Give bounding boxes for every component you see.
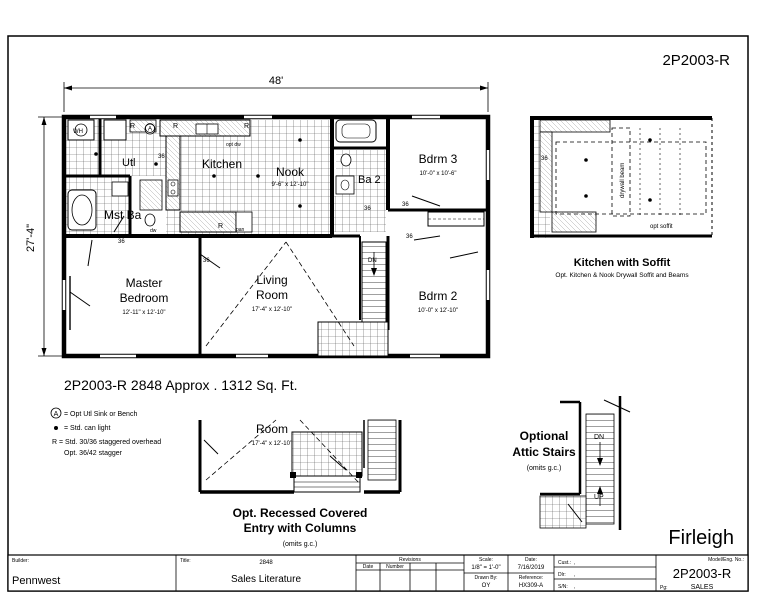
title-block bbox=[8, 555, 748, 591]
legend bbox=[51, 408, 161, 457]
tag-r-1: R bbox=[173, 123, 179, 130]
depth-dimension bbox=[25, 117, 62, 356]
tb-title-value: Sales Literature bbox=[230, 574, 302, 585]
summary-line: 2P2003-R 2848 Approx . 1312 Sq. Ft. bbox=[64, 377, 298, 393]
overall-width-label: 48' bbox=[268, 75, 284, 87]
width-dimension bbox=[64, 75, 488, 112]
tag-a-plan: A bbox=[147, 126, 153, 133]
tb-scale-value: 1/8" = 1'-0" bbox=[471, 565, 501, 571]
attic-title-2: Attic Stairs bbox=[512, 445, 576, 459]
tb-reference-value: HX309-A bbox=[518, 583, 544, 589]
stair-dn: DN bbox=[368, 258, 377, 264]
tb-sn-label: S/N: bbox=[558, 584, 568, 590]
tb-cust-label: Cust.: bbox=[558, 560, 572, 566]
tb-drawn-by-value: OY bbox=[481, 583, 491, 589]
room-master-bedroom-2: Bedroom bbox=[119, 291, 169, 305]
room-kitchen: Kitchen bbox=[201, 157, 243, 171]
room-master-bedroom-1: Master bbox=[125, 276, 163, 290]
tag-36-5: 36 bbox=[402, 202, 409, 208]
tb-revisions-label: Revisions bbox=[399, 557, 421, 563]
tag-r-3: R bbox=[218, 223, 224, 230]
tb-model-eng-label: Model/Eng. No.: bbox=[708, 557, 744, 563]
room-utility: Utl bbox=[122, 157, 136, 169]
tag-36-1: 36 bbox=[158, 154, 165, 160]
room-master-bedroom-size: 12'-11" x 12'-10" bbox=[122, 310, 166, 316]
tb-date-value: 7/16/2019 bbox=[517, 565, 545, 571]
tb-dlr-label: Dlr: bbox=[558, 572, 566, 578]
tag-opt-dw: opt dw bbox=[226, 142, 241, 148]
main-floor-plan bbox=[64, 117, 488, 356]
recessed-entry-inset bbox=[200, 420, 400, 548]
drywall-beam-label: drywall beam bbox=[620, 162, 626, 198]
legend-r-note-2: Opt. 36/42 stagger bbox=[64, 450, 122, 457]
room-bedroom3-size: 10'-0" x 10'-6" bbox=[419, 171, 457, 177]
room-living-2: Room bbox=[255, 288, 289, 302]
tb-sn-value: , bbox=[574, 584, 576, 590]
model-name: Firleigh bbox=[668, 527, 734, 549]
attic-note: (omits g.c.) bbox=[526, 465, 562, 472]
tb-date-label: Date: bbox=[525, 557, 537, 563]
tag-dw: dw bbox=[150, 228, 157, 234]
legend-a-note: = Opt Utl Sink or Bench bbox=[64, 411, 138, 418]
tag-36-2: 36 bbox=[118, 239, 125, 245]
attic-title-1: Optional bbox=[519, 429, 569, 443]
tb-pg-label: Pg: bbox=[660, 585, 668, 591]
attic-up: UP bbox=[594, 494, 604, 501]
tb-dlr-value: , bbox=[574, 572, 576, 578]
tb-reference-label: Reference: bbox=[518, 575, 544, 581]
tb-date-col: Date bbox=[362, 564, 374, 570]
entry-room-name: Room bbox=[255, 422, 289, 436]
tb-model-eng-value: 2P2003-R bbox=[672, 566, 732, 581]
room-bedroom2: Bdrm 2 bbox=[418, 289, 458, 303]
overall-depth-label: 27'-4" bbox=[25, 223, 37, 253]
room-living-size: 17'-4" x 12'-10" bbox=[251, 307, 293, 313]
soffit-tag-36: 36 bbox=[541, 156, 548, 162]
tb-cust-value: , bbox=[574, 560, 576, 566]
entry-note: (omits g.c.) bbox=[282, 541, 318, 548]
room-living-1: Living bbox=[256, 273, 288, 287]
tb-title-number: 2848 bbox=[259, 560, 273, 566]
attic-dn: DN bbox=[594, 434, 605, 441]
tb-drawn-by-label: Drawn By: bbox=[474, 575, 498, 581]
room-bath2: Ba 2 bbox=[358, 174, 381, 186]
tb-pg-value: SALES bbox=[690, 584, 714, 591]
tag-r-4: R bbox=[130, 123, 136, 130]
kitchen-soffit-subtitle: Opt. Kitchen & Nook Drywall Soffit and Beams bbox=[555, 272, 689, 279]
tag-36-3: 36 bbox=[203, 258, 210, 264]
tag-36-6: 36 bbox=[406, 234, 413, 240]
opt-soffit-label: opt soffit bbox=[650, 224, 673, 230]
tb-title-label: Title: bbox=[180, 558, 191, 564]
kitchen-soffit-inset bbox=[530, 117, 712, 279]
legend-r-note-1: R = Std. 30/36 staggered overhead bbox=[52, 439, 162, 446]
legend-can-light: = Std. can light bbox=[64, 425, 111, 432]
attic-stairs-inset bbox=[512, 396, 630, 530]
entry-room-size: 17'-4" x 12'-10" bbox=[251, 441, 293, 447]
tag-wh: WH bbox=[73, 129, 83, 135]
kitchen-soffit-title: Kitchen with Soffit bbox=[573, 257, 671, 269]
tb-scale-label: Scale: bbox=[479, 557, 493, 563]
room-bedroom3: Bdrm 3 bbox=[418, 152, 458, 166]
tag-r-2: R bbox=[244, 123, 250, 130]
tb-builder-value: Pennwest bbox=[12, 575, 61, 587]
room-bedroom2-size: 10'-0" x 12'-10" bbox=[417, 308, 459, 314]
room-nook-size: 9'-6" x 12'-10" bbox=[271, 182, 309, 188]
entry-title-1: Opt. Recessed Covered bbox=[232, 506, 368, 520]
legend-a-symbol: A bbox=[53, 411, 59, 418]
model-code-top: 2P2003-R bbox=[662, 52, 730, 69]
tag-36-4: 36 bbox=[364, 206, 371, 212]
tb-number-col: Number bbox=[386, 564, 404, 570]
room-nook: Nook bbox=[275, 165, 305, 179]
tag-pan: pan bbox=[236, 227, 245, 233]
room-master-bath: Mst Ba bbox=[104, 208, 142, 222]
tb-builder-label: Builder: bbox=[12, 558, 29, 564]
entry-title-2: Entry with Columns bbox=[243, 521, 357, 535]
